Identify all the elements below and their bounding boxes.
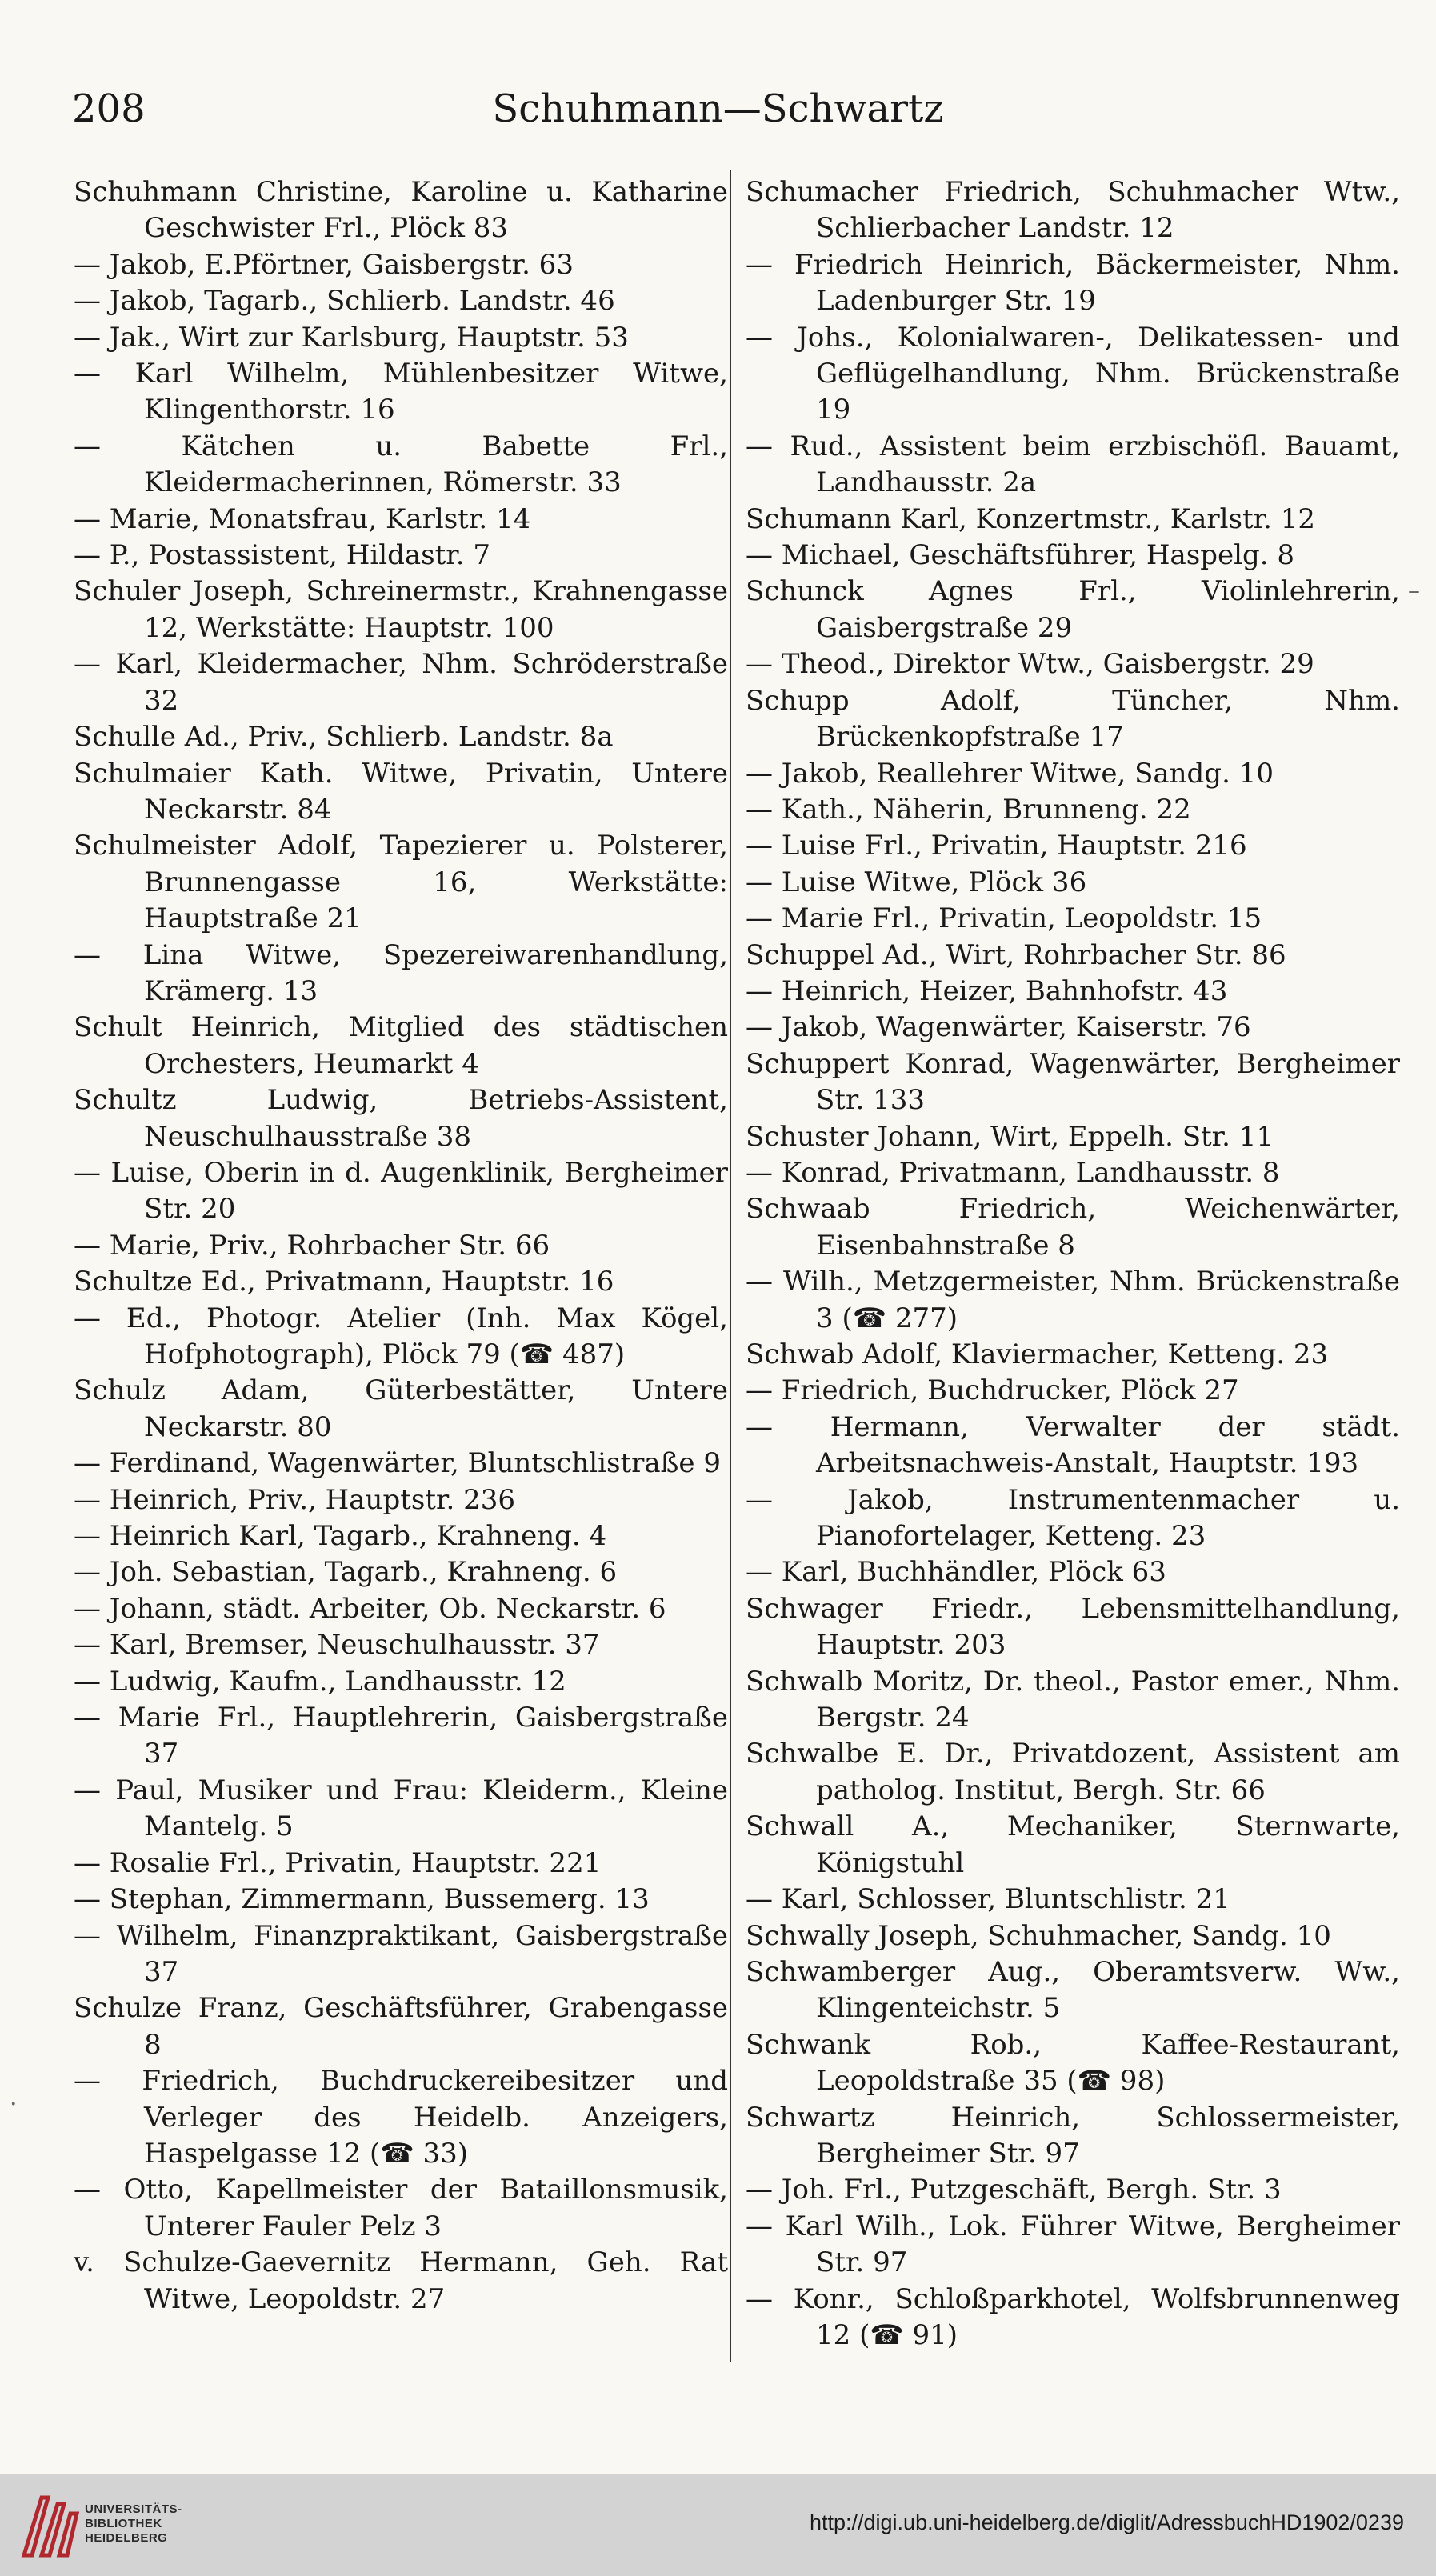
directory-entry: — Luise Frl., Privatin, Hauptstr. 216 <box>746 830 1247 862</box>
directory-entry: — Jak., Wirt zur Karlsburg, Hauptstr. 53 <box>74 321 629 354</box>
directory-entry: — Ludwig, Kaufm., Landhausstr. 12 <box>74 1665 566 1698</box>
directory-entry: — Karl, Kleidermacher, Nhm. Schröderstraße 32 <box>74 648 728 717</box>
directory-entry: — Wilhelm, Finanzpraktikant, Gaisbergstraße 37 <box>74 1919 728 1988</box>
directory-entry: Schwalb Moritz, Dr. theol., Pastor emer., Nhm. Bergstr. 24 <box>746 1665 1400 1734</box>
directory-entry: Schulle Ad., Priv., Schlierb. Landstr. 8a <box>74 721 614 754</box>
directory-entry: Schumann Karl, Konzertmstr., Karlstr. 12 <box>746 502 1316 535</box>
directory-entry: Schwamberger Aug., Oberamtsverw. Ww., Klingenteichstr. 5 <box>746 1955 1400 2025</box>
directory-entry: — Ed., Photogr. Atelier (Inh. Max Kögel, Hofphotograph), Plöck 79 (☎ 487) <box>74 1302 728 1370</box>
directory-entry: Schwab Adolf, Klaviermacher, Ketteng. 23 <box>746 1338 1329 1370</box>
directory-entry: — Heinrich, Priv., Hauptstr. 236 <box>74 1483 516 1516</box>
directory-entry: Schwartz Heinrich, Schlossermeister, Bergheimer Str. 97 <box>746 2101 1400 2170</box>
directory-entry: — Jakob, E.Pförtner, Gaisbergstr. 63 <box>74 248 574 281</box>
directory-entry: Schumacher Friedrich, Schuhmacher Wtw., Schlierbacher Landstr. 12 <box>746 176 1400 245</box>
directory-entry: Schwager Friedr., Lebensmittelhandlung, Hauptstr. 203 <box>746 1592 1400 1662</box>
directory-entry: — Jakob, Tagarb., Schlierb. Landstr. 46 <box>74 285 615 318</box>
library-logo-text <box>85 2502 182 2546</box>
directory-entry: — Marie Frl., Privatin, Leopoldstr. 15 <box>746 902 1262 935</box>
page-number: 208 <box>72 86 146 131</box>
directory-entry: — Heinrich, Heizer, Bahnhofstr. 43 <box>746 974 1228 1007</box>
directory-entry: — Paul, Musiker und Frau: Kleiderm., Kleine Mantelg. 5 <box>74 1774 728 1843</box>
directory-entry: — Rosalie Frl., Privatin, Hauptstr. 221 <box>74 1846 602 1879</box>
directory-entry: — Joh. Frl., Putzgeschäft, Bergh. Str. 3 <box>746 2174 1282 2206</box>
directory-entry: — Karl, Buchhändler, Plöck 63 <box>746 1556 1166 1589</box>
left-column <box>74 174 728 2318</box>
directory-entry: — Jakob, Wagenwärter, Kaiserstr. 76 <box>746 1011 1251 1044</box>
directory-entry: — Stephan, Zimmermann, Bussemerg. 13 <box>74 1883 650 1916</box>
directory-entry: — Marie, Monatsfrau, Karlstr. 14 <box>74 502 531 535</box>
directory-entry: Schwall A., Mechaniker, Sternwarte, Königstuhl <box>746 1810 1400 1879</box>
directory-entry: — Karl Wilh., Lok. Führer Witwe, Bergheimer Str. 97 <box>746 2210 1400 2279</box>
directory-entry: Schwalbe E. Dr., Privatdozent, Assistent am patholog. Institut, Bergh. Str. 66 <box>746 1738 1400 1806</box>
directory-entry: — Karl, Schlosser, Bluntschlistr. 21 <box>746 1883 1230 1916</box>
directory-entry: v. Schulze-Gaevernitz Hermann, Geh. Rat Witwe, Leopoldstr. 27 <box>74 2246 728 2315</box>
directory-entry: — Marie Frl., Hauptlehrerin, Gaisbergstraße 37 <box>74 1702 728 1770</box>
directory-entry: — Wilh., Metzgermeister, Nhm. Brückenstraße 3 (☎ 277) <box>746 1266 1400 1334</box>
running-head: Schuhmann—Schwartz <box>492 86 944 131</box>
directory-entry: — Heinrich Karl, Tagarb., Krahneng. 4 <box>74 1520 607 1553</box>
directory-entry: — Marie, Priv., Rohrbacher Str. 66 <box>74 1229 550 1262</box>
source-url-link[interactable]: http://digi.ub.uni-heidelberg.de/diglit/AdressbuchHD1902/0239 <box>809 2510 1404 2534</box>
directory-entry: — Lina Witwe, Spezereiwarenhandlung, Krämerg. 13 <box>74 938 728 1007</box>
column-divider <box>730 170 731 2362</box>
university-library-logo-icon <box>18 2490 82 2560</box>
directory-entry: — Friedrich, Buchdrucker, Plöck 27 <box>746 1374 1239 1407</box>
right-column <box>746 174 1400 2354</box>
directory-entry: — Konrad, Privatmann, Landhausstr. 8 <box>746 1156 1280 1189</box>
directory-entry: — Rud., Assistent beim erzbischöfl. Bauamt, Landhausstr. 2a <box>746 430 1400 499</box>
directory-entry: Schultz Ludwig, Betriebs-Assistent, Neuschulhausstraße 38 <box>74 1084 728 1153</box>
directory-entry: — Joh. Sebastian, Tagarb., Krahneng. 6 <box>74 1556 618 1589</box>
directory-entry: Schupp Adolf, Tüncher, Nhm. Brückenkopfstraße 17 <box>746 684 1400 754</box>
directory-entry: — Luise Witwe, Plöck 36 <box>746 866 1087 898</box>
logo-line: UNIVERSITÄTS- <box>85 2502 182 2516</box>
directory-entry: — Theod., Direktor Wtw., Gaisbergstr. 29 <box>746 648 1314 681</box>
directory-entry: Schultze Ed., Privatmann, Hauptstr. 16 <box>74 1266 614 1298</box>
logo-line: HEIDELBERG <box>85 2531 168 2545</box>
directory-entry: — Karl, Bremser, Neuschulhausstr. 37 <box>74 1629 600 1662</box>
directory-entry: — Otto, Kapellmeister der Bataillonsmusik, Unterer Fauler Pelz 3 <box>74 2174 728 2242</box>
directory-entry: — Luise, Oberin in d. Augenklinik, Bergheimer Str. 20 <box>74 1156 728 1226</box>
directory-entry: — P., Postassistent, Hildastr. 7 <box>74 539 491 572</box>
directory-entry: — Kätchen u. Babette Frl., Kleidermacherinnen, Römerstr. 33 <box>74 430 728 499</box>
margin-mark: · <box>10 2090 18 2118</box>
directory-entry: — Jakob, Reallehrer Witwe, Sandg. 10 <box>746 757 1274 790</box>
directory-entry: — Johs., Kolonialwaren-, Delikatessen- und Geflügelhandlung, Nhm. Brückenstraße 19 <box>746 321 1400 426</box>
directory-entry: Schuhmann Christine, Karoline u. Katharine Geschwister Frl., Plöck 83 <box>74 176 728 245</box>
directory-entry: Schwank Rob., Kaffee-Restaurant, Leopoldstraße 35 (☎ 98) <box>746 2028 1400 2098</box>
directory-entry: — Ferdinand, Wagenwärter, Bluntschlistraße 9 <box>74 1447 721 1480</box>
footer-bar <box>0 2474 1436 2576</box>
directory-entry: — Hermann, Verwalter der städt. Arbeitsnachweis-Anstalt, Hauptstr. 193 <box>746 1410 1400 1480</box>
directory-entry: Schuppert Konrad, Wagenwärter, Bergheimer Str. 133 <box>746 1047 1400 1117</box>
directory-entry: Schulz Adam, Güterbestätter, Untere Neckarstr. 80 <box>74 1374 728 1443</box>
directory-entry: Schuster Johann, Wirt, Eppelh. Str. 11 <box>746 1120 1274 1153</box>
directory-entry: Schwaab Friedrich, Weichenwärter, Eisenbahnstraße 8 <box>746 1193 1400 1262</box>
directory-entry: Schulmaier Kath. Witwe, Privatin, Untere Neckarstr. 84 <box>74 757 728 826</box>
directory-entry: Schult Heinrich, Mitglied des städtischen Orchesters, Heumarkt 4 <box>74 1011 728 1080</box>
logo-line: BIBLIOTHEK <box>85 2517 162 2530</box>
directory-entry: Schuppel Ad., Wirt, Rohrbacher Str. 86 <box>746 938 1286 971</box>
directory-entry: — Jakob, Instrumentenmacher u. Pianofortelager, Ketteng. 23 <box>746 1483 1400 1553</box>
directory-entry: — Kath., Näherin, Brunneng. 22 <box>746 793 1191 826</box>
directory-entry: Schunck Agnes Frl., Violinlehrerin, Gaisbergstraße 29 <box>746 575 1400 644</box>
margin-mark: – <box>1408 577 1420 605</box>
directory-entry: — Michael, Geschäftsführer, Haspelg. 8 <box>746 539 1294 572</box>
directory-entry: — Konr., Schloßparkhotel, Wolfsbrunnenweg 12 (☎ 91) <box>746 2282 1400 2351</box>
directory-entry: — Friedrich, Buchdruckereibesitzer und Verleger des Heidelb. Anzeigers, Haspelgasse 12 (☎ 33) <box>74 2065 728 2170</box>
directory-entry: Schwally Joseph, Schuhmacher, Sandg. 10 <box>746 1919 1331 1952</box>
directory-entry: Schulze Franz, Geschäftsführer, Grabengasse 8 <box>74 1992 728 2061</box>
directory-entry: — Karl Wilhelm, Mühlenbesitzer Witwe, Klingenthorstr. 16 <box>74 358 728 426</box>
directory-entry: Schulmeister Adolf, Tapezierer u. Polsterer, Brunnengasse 16, Werkstätte: Hauptstraße 21 <box>74 830 728 935</box>
directory-entry: — Friedrich Heinrich, Bäckermeister, Nhm. Ladenburger Str. 19 <box>746 248 1400 318</box>
directory-entry: Schuler Joseph, Schreinermstr., Krahnengasse 12, Werkstätte: Hauptstr. 100 <box>74 575 728 644</box>
directory-entry: — Johann, städt. Arbeiter, Ob. Neckarstr. 6 <box>74 1592 666 1625</box>
